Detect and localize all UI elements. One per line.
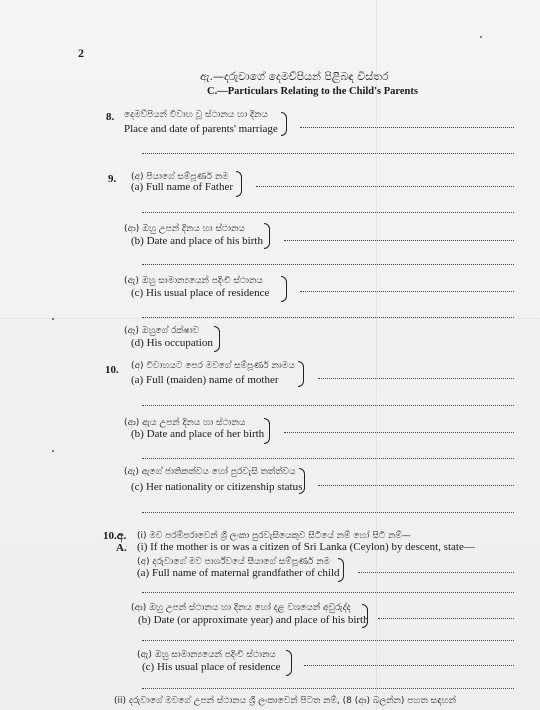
paper-fold-horizontal (0, 318, 540, 319)
item-8-field-continuation[interactable] (142, 153, 514, 154)
item-10A-b-label-english: (b) Date (or approximate year) and place of his birth (138, 614, 369, 626)
item-10A-c-field-continuation[interactable] (142, 688, 514, 689)
item-10-number: 10. (105, 364, 119, 376)
item-10A-i-label-sinhala: (i) මව පරම්පරාවෙන් ශ්‍රී ලංකා පුරවැසියෙකුව සිටියේ නම් හෝ සිටි නම්— (137, 531, 411, 541)
item-10A-c-field[interactable] (304, 665, 514, 666)
item-9b-label-sinhala: (ආ) ඔහු උපන් දිනය හා ස්ථානය (124, 224, 245, 234)
item-10b-field-continuation[interactable] (142, 458, 514, 459)
item-10A-c-brace (286, 650, 292, 676)
item-9a-field-continuation[interactable] (142, 212, 514, 213)
scan-speck (480, 36, 482, 38)
item-10c-label-english: (c) Her nationality or citizenship status (131, 481, 303, 493)
item-10b-field[interactable] (284, 432, 514, 433)
item-10A-number: 10.අ. (103, 530, 127, 542)
item-9d-brace (214, 326, 220, 352)
item-9c-label-sinhala: (ඇ) ඔහු සාමාන්‍යයෙන් පදිංචි ස්ථානය (124, 276, 263, 286)
item-10a-brace (298, 361, 304, 387)
item-9a-brace (236, 171, 242, 197)
item-10A-a-label-english: (a) Full name of maternal grandfather of child (137, 567, 340, 579)
item-10A-a-field[interactable] (358, 572, 514, 573)
item-8-number: 8. (106, 111, 115, 123)
item-9c-field-continuation[interactable] (142, 317, 514, 318)
item-10b-label-english: (b) Date and place of her birth (131, 428, 265, 440)
item-9d-label-english: (d) His occupation (131, 337, 213, 349)
item-10A-b-brace (362, 604, 368, 628)
item-10a-label-english: (a) Full (maiden) name of mother (131, 374, 279, 386)
scan-speck (52, 318, 54, 320)
item-10b-label-sinhala: (ආ) ඇය උපන් දිනය හා ස්ථානය (124, 418, 246, 428)
item-10A-c-label-sinhala: (ඇ) ඔහු සාමාන්‍යයෙන් පදිංචි ස්ථානය (137, 650, 276, 660)
item-10a-field-continuation[interactable] (142, 405, 514, 406)
item-10b-brace (264, 418, 270, 444)
item-8-brace (281, 112, 287, 136)
page-number: 2 (78, 46, 84, 60)
item-10A-c-label-english: (c) His usual place of residence (142, 661, 281, 673)
item-9a-field[interactable] (256, 186, 514, 187)
item-10A-b-field[interactable] (378, 618, 514, 619)
item-9a-label-sinhala: (අ) පියාගේ සම්පූර්ණ නම (131, 172, 229, 182)
item-9c-field[interactable] (300, 291, 514, 292)
section-heading-sinhala: ඇ.—දරුවාගේ දෙමව්පියන් පිළිබඳ විස්තර (200, 70, 389, 83)
item-10A-a-brace (338, 558, 344, 582)
item-8-label-english: Place and date of parents' marriage (124, 123, 278, 135)
item-8-label-sinhala: දෙමව්පියන් විවාහ වූ ස්ථානය හා දිනය (124, 110, 268, 120)
item-10A-b-field-continuation[interactable] (142, 640, 514, 641)
item-9a-label-english: (a) Full name of Father (131, 181, 234, 193)
item-10c-field-continuation[interactable] (142, 512, 514, 513)
item-10c-brace (299, 468, 305, 494)
item-10a-field[interactable] (318, 378, 514, 379)
item-9b-field[interactable] (284, 240, 514, 241)
paper-fold-vertical (376, 0, 377, 710)
item-10c-label-sinhala: (ඇ) ඇගේ ජාතිකත්වය හෝ පුරවැසි තත්ත්වය (124, 467, 296, 477)
item-9b-label-english: (b) Date and place of his birth (131, 235, 263, 247)
item-8-field[interactable] (300, 127, 514, 128)
item-10a-label-sinhala: (අ) විවාහයට පෙර මවගේ සම්පූර්ණ නාමය (131, 361, 295, 371)
item-10A-letter: A. (116, 542, 127, 554)
item-10A-a-field-continuation[interactable] (142, 592, 514, 593)
item-9d-label-sinhala: (ඈ) ඔහුගේ රක්ෂාව (124, 326, 200, 336)
item-10c-field[interactable] (318, 485, 514, 486)
item-10A-ii-label-sinhala: (ii) දරුවාගේ මවගේ උපන් ස්ථානය ශ්‍රී ලංකාවෙන් පිටත නම්, (8 (ආ) බලන්න) පහත සඳහන් (114, 696, 457, 706)
item-9c-brace (281, 276, 287, 302)
item-10A-i-label-english: (i) If the mother is or was a citizen of Sri Lanka (Ceylon) by descent, state— (137, 541, 475, 553)
item-9-number: 9. (108, 173, 117, 185)
item-9c-label-english: (c) His usual place of residence (131, 287, 270, 299)
item-9b-field-continuation[interactable] (142, 264, 514, 265)
section-heading-english: C.—Particulars Relating to the Child's Parents (207, 86, 418, 97)
item-10A-b-label-sinhala: (ආ) ඔහු උපන් ස්ථානය හා දිනය හෝ දළ වශයෙන් අවුරුද්ද (131, 603, 351, 613)
item-10A-a-label-sinhala: (අ) දරුවාගේ මව පාර්ශ්වයේ සීයාගේ සම්පූර්ණ නම (137, 557, 331, 567)
item-9b-brace (264, 223, 270, 249)
scan-speck (52, 450, 54, 452)
